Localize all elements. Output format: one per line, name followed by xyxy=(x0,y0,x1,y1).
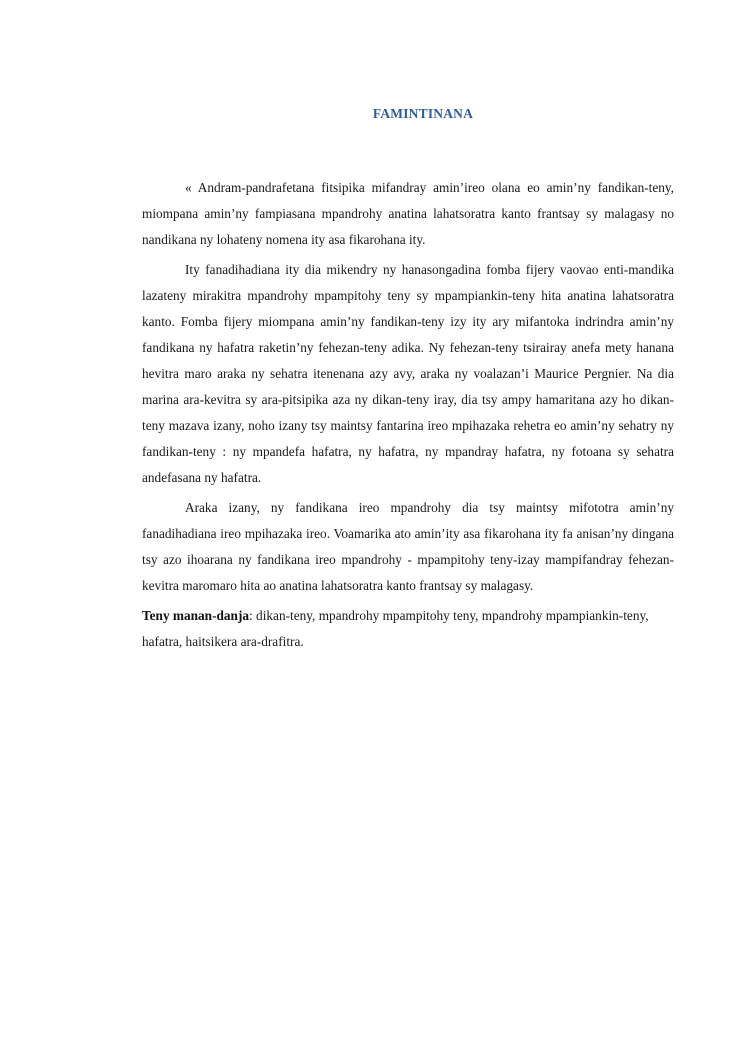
abstract-paragraph-3: Araka izany, ny fandikana ireo mpandrohy dia tsy maintsy mifototra amin’ny fanadihadiana ireo mpihazaka ireo. Voamarika ato amin’ity asa fikarohana ity fa anisan’ny dingana tsy azo ihoarana ny fandikana ireo mpandrohy - mpampitohy teny-izay mampifandray fehezan-kevitra maromaro hita ao anatina lahatsoratra kanto frantsay sy malagasy. xyxy=(142,500,674,593)
keywords-label: Teny manan-danja xyxy=(142,608,250,623)
page-title: FAMINTINANA xyxy=(372,106,474,121)
abstract-paragraph-2: Ity fanadihadiana ity dia mikendry ny hanasongadina fomba fijery vaovao enti-mandika lazateny mirakitra mpandrohy mpampitohy teny sy mpampiankin-teny hita anatina lahatsoratra kanto. Fomba fijery miompana amin’ny fandikan-teny izy ity ary mifantoka indrindra amin’ny fandikana ny hafatra raketin’ny fehezan-teny adika. Ny fehezan-teny tsirairay anefa mety hanana hevitra maro araka ny sehatra itenenana azy avy, araka ny voalazan’i Maurice Pergnier. Na dia marina ara-kevitra sy ara-pitsipika aza ny dikan-teny iray, dia tsy ampy hamaritana azy ho dikan-teny mazava izany, noho izany tsy maintsy fantarina ireo mpihazaka rehetra eo amin’ny sehatry ny fandikan-teny : ny mpandefa hafatra, ny hafatra, ny mpandray hafatra, ny fotoana sy sehatra andefasana ny hafatra. xyxy=(142,262,674,485)
abstract-paragraph-1: « Andram-pandrafetana fitsipika mifandray amin’ireo olana eo amin’ny fandikan-teny, miompana amin’ny fampiasana mpandrohy anatina lahatsoratra kanto frantsay sy malagasy no nandikana ny lohateny nomena ity asa fikarohana ity. xyxy=(142,180,674,247)
keywords-text: : dikan-teny, mpandrohy mpampitohy teny, mpandrohy mpampiankin-teny, hafatra, haitsikera ara-drafitra. xyxy=(142,608,649,649)
abstract-body xyxy=(142,175,674,655)
keywords-line xyxy=(142,603,674,655)
